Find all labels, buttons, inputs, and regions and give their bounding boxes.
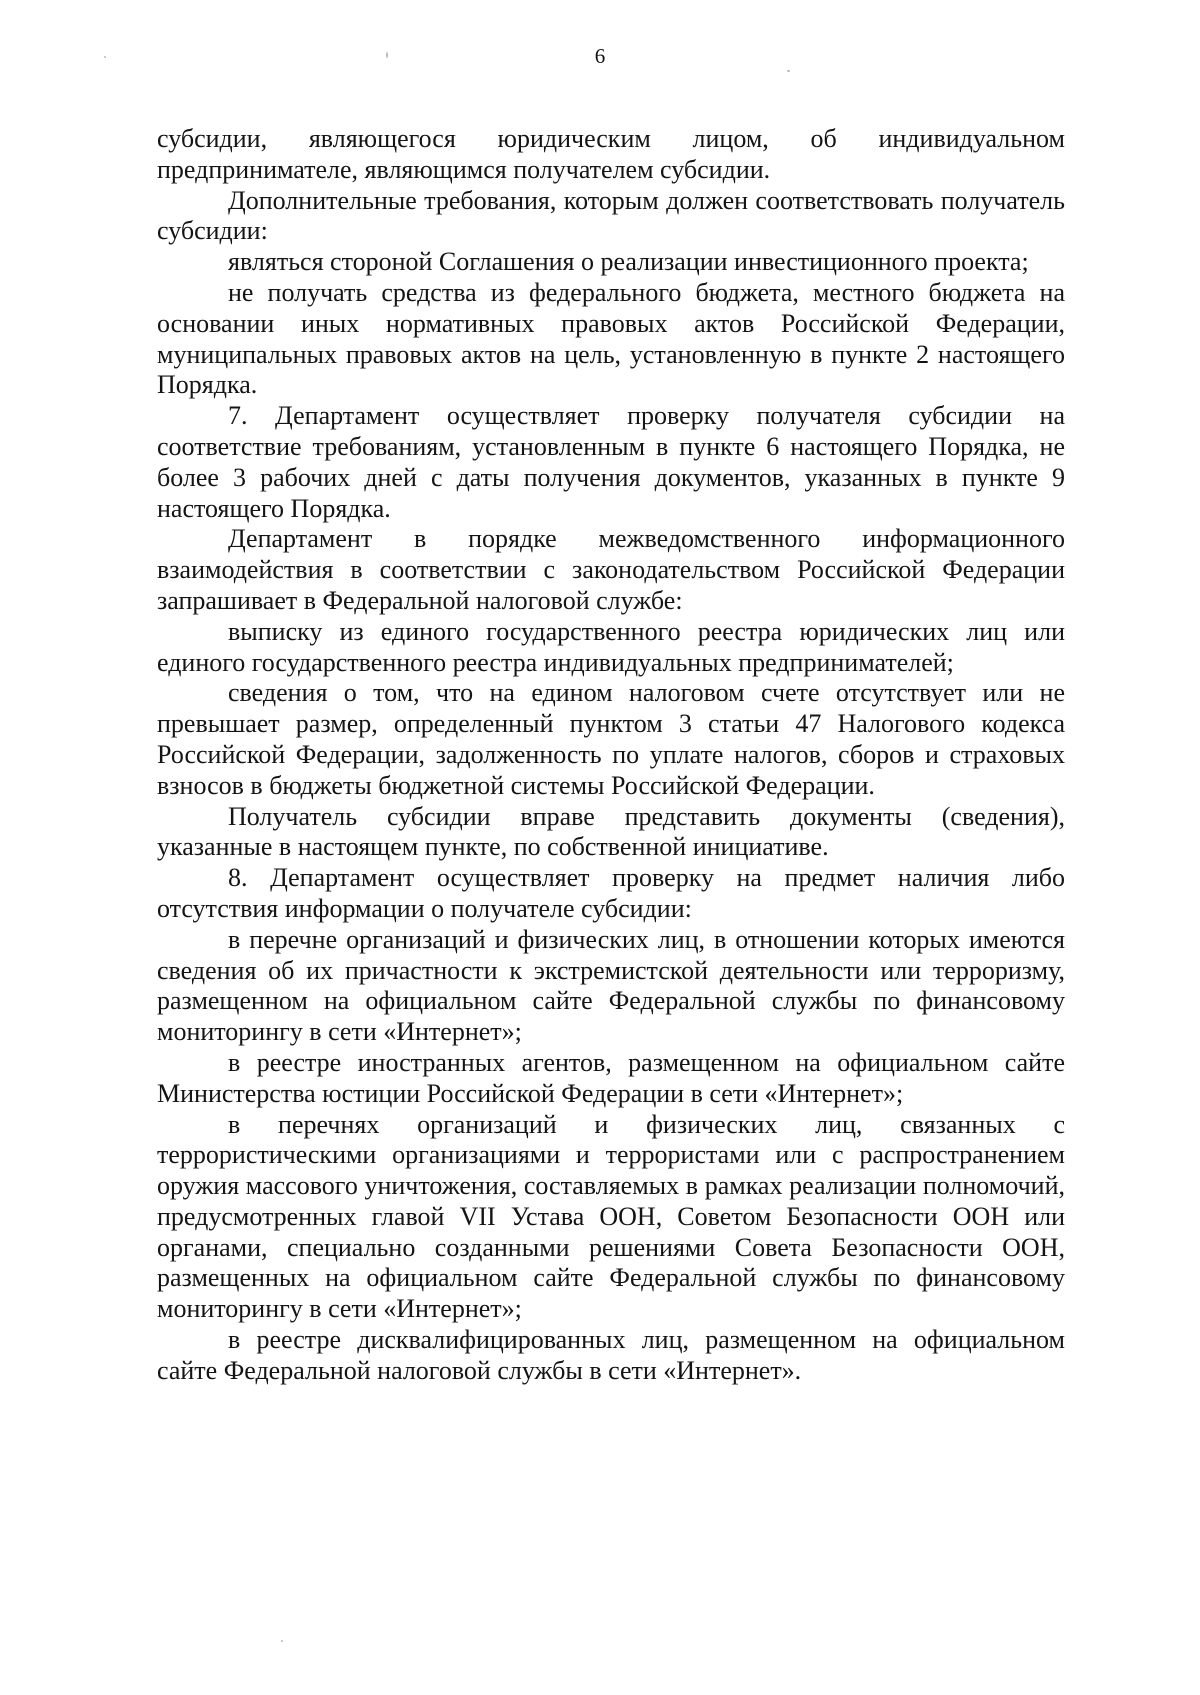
paragraph: Департамент в порядке межведомственного информационного взаимодействия в соответствии с законодательством Российской Федерации запрашивает в Федеральной налоговой службе:: [157, 524, 1065, 615]
scan-speck: [104, 56, 106, 58]
paragraph: Получатель субсидии вправе представить документы (сведения), указанные в настоящем пункте, по собственной инициативе.: [157, 801, 1065, 862]
paragraph: являться стороной Соглашения о реализации инвестиционного проекта;: [228, 247, 1029, 277]
paragraph: в перечне организаций и физических лиц, в отношении которых имеются сведения об их причастности к экстремистской деятельности или терроризму, размещенном на официальном сайте Федеральной службы по финансовому мониторингу в сети «Интернет»;: [157, 924, 1065, 1047]
paragraph: 7. Департамент осуществляет проверку получателя субсидии на соответствие требованиям, установленным в пункте 6 настоящего Порядка, не более 3 рабочих дней с даты получения документов, указанных в пункте 9 настоящего Порядка.: [157, 401, 1065, 523]
paragraph: выписку из единого государственного реестра юридических лиц или единого государственного реестра индивидуальных предпринимателей;: [157, 616, 1065, 677]
scan-speck: [281, 1640, 283, 1642]
paragraph: субсидии, являющегося юридическим лицом, об индивидуальном предпринимателе, являющимся получателем субсидии.: [157, 124, 1065, 184]
paragraph: в перечнях организаций и физических лиц, связанных с террористическими организациями и террористами или с распространением оружия массового уничтожения, составляемых в рамках реализации полномочий, предусмотренных главой VII Устава ООН, Советом Безопасности ООН или органами, специально созданными решениями Совета Безопасности ООН, размещенных на официальном сайте Федеральной службы по финансовому мониторингу в сети «Интернет»;: [157, 1109, 1065, 1324]
page-number: 6: [594, 44, 606, 68]
paragraph: сведения о том, что на едином налоговом счете отсутствует или не превышает размер, определенный пунктом 3 статьи 47 Налогового кодекса Российской Федерации, задолженность по уплате налогов, сборов и страховых взносов в бюджеты бюджетной системы Российской Федерации.: [157, 678, 1065, 800]
paragraph: в реестре дисквалифицированных лиц, размещенном на официальном сайте Федеральной налоговой службы в сети «Интернет».: [157, 1325, 1065, 1385]
scan-speck: [787, 70, 790, 72]
paragraph: Дополнительные требования, которым должен соответствовать получатель субсидии:: [157, 185, 1065, 246]
scan-speck: [386, 52, 388, 58]
paragraph: не получать средства из федерального бюджета, местного бюджета на основании иных нормативных правовых актов Российской Федерации, муниципальных правовых актов на цель, установленную в пункте 2 настоящего Порядка.: [157, 277, 1065, 400]
paragraph: в реестре иностранных агентов, размещенном на официальном сайте Министерства юстиции Российской Федерации в сети «Интернет»;: [157, 1047, 1065, 1108]
paragraph: 8. Департамент осуществляет проверку на предмет наличия либо отсутствия информации о получателе субсидии:: [157, 863, 1065, 923]
document-body: [157, 124, 1065, 1387]
